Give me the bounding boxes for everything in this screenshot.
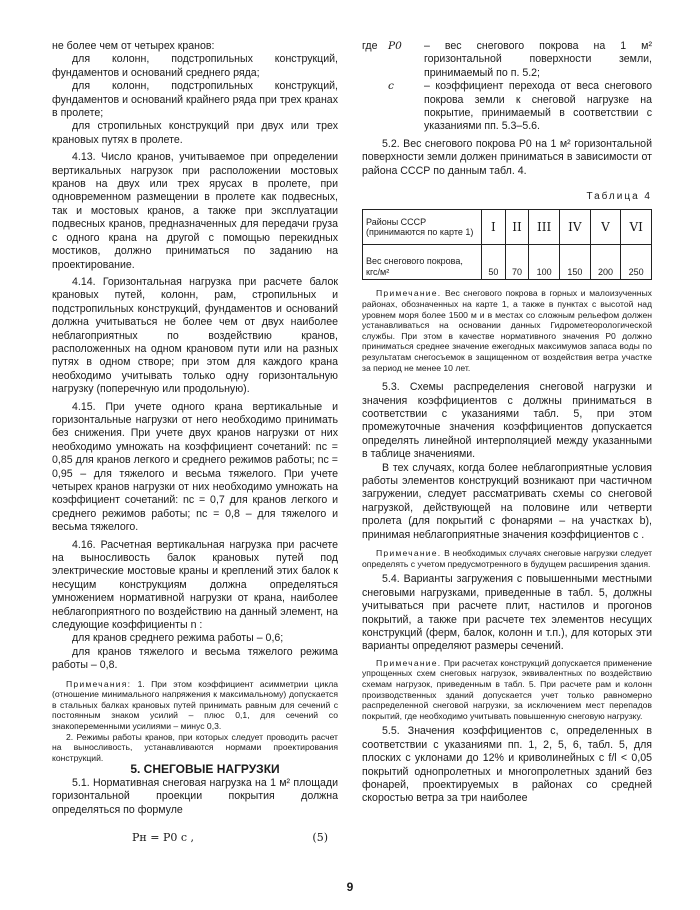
table-row	[363, 210, 652, 245]
table-cell: 250	[621, 245, 652, 280]
table-cell: IV	[560, 210, 591, 245]
table-cell: III	[529, 210, 560, 245]
symbol: c	[388, 80, 394, 93]
table-cell: 100	[529, 245, 560, 280]
formula	[52, 831, 338, 844]
definition-text: – вес снегового покрова на 1 м² горизонтальной поверхности земли, принимаемый по п. 5.2;	[424, 40, 652, 79]
formula-number: (5)	[312, 831, 328, 845]
table-cell: 200	[590, 245, 621, 280]
notes-block	[52, 679, 338, 764]
definition-row	[362, 80, 652, 134]
paragraph: для кранов среднего режима работы – 0,6;	[72, 632, 284, 645]
note-label: Примечание.	[376, 288, 442, 299]
clause-5-4: 5.4. Варианты загружения с повышенными местными снеговыми нагрузками, приведенные в табл. 5, должны учитываться при расчете плит, настилов и прогонов покрытий, а также при расчете тех элементов несущих конструкций (ферм, балок, колонн и т.п.), для которых эти варианты определяют размеры сечений.	[362, 573, 652, 653]
paragraph: для кранов тяжелого и весьма тяжелого режима работы – 0,8.	[52, 645, 338, 672]
table-cell: 50	[482, 245, 506, 280]
table-cell: Районы СССР (принимаются по карте 1)	[363, 210, 482, 245]
paragraph: для стропильных конструкций при двух или трех крановых путях в пролете.	[52, 120, 338, 146]
note-label: Примечание.	[376, 657, 442, 668]
left-column	[52, 40, 338, 844]
clause-5-5: 5.5. Значения коэффициентов c, определенных в соответствии с указаниями пп. 1, 2, 5, 6, табл. 5, для плоских с уклонами до 12% и криволинейных с f/l < 0,05 покрытий однопролетных и многопролетных зданий без фонарей, проектируемых в районах со средней скоростью ветра за три наиболее	[362, 725, 652, 805]
definition-text: – коэффициент перехода от веса снегового покрова земли к снеговой нагрузке на покрытие, принимаемый в соответствии с указаниями пп. 5.3–5.6.	[424, 80, 652, 133]
page-number: 9	[346, 880, 354, 894]
paragraph: для колонн, подстропильных конструкций, фундаментов и оснований среднего ряда;	[52, 53, 338, 79]
clause-5-1: 5.1. Нормативная снеговая нагрузка на 1 м² площади горизонтальной проекции покрытия должна определяться по формуле	[52, 776, 338, 816]
note-text: Вес снегового покрова в горных и малоизученных районах, обозначенных на карте 1, а также в пунктах с высотой над уровнем моря более 1500 м и в местах со сложным рельефом должен устанавливаться на основании данных Гидрометеорологической службы. При этом в качестве нормативного значения P0 должно приниматься среднее значение ежегодных максимумов запаса воды по результатам снегосъемок в защищенном от воздействия ветра участке за период не менее 10 лет.	[362, 288, 652, 373]
paragraph: В тех случаях, когда более неблагоприятные условия работы элементов конструкций возникают при частичном загружении, следует рассматривать схемы со снеговой нагрузкой, действующей на половине или четверти пролета (для покрытий с фонарями – на участках b), принимая неблагоприятные значения коэффициентов c .	[362, 461, 652, 541]
table-note	[362, 288, 652, 373]
where-label: где	[362, 40, 378, 52]
table-cell: VI	[621, 210, 652, 245]
right-column	[362, 40, 652, 806]
formula-expression: Pн = P0 c ,	[132, 831, 194, 845]
clause-4-13: 4.13. Число кранов, учитываемое при определении вертикальных нагрузок при расположении мостовых кранов на двух или трех ярусах в пролете, при одновременном размещении в пролете как подвесных, так и мостовых кранов, а также при эксплуатации подвесных кранов, предназначенных для передачи груза с одного крана на другой с помощью перекидных мостиков, должно приниматься по заданию на проектирование.	[52, 151, 338, 271]
table-cell: V	[590, 210, 621, 245]
table-cell: 150	[560, 245, 591, 280]
clause-4-15: 4.15. При учете одного крана вертикальные и горизонтальные нагрузки от него необходимо принимать без снижения. При учете двух кранов нагрузки от них необходимо умножать на коэффициент сочетаний: nc = 0,85 для кранов легкого и среднего режимов работы; nc = 0,95 – для тяжелого и весьма тяжелого. При учете четырех кранов нагрузки от них необходимо умножать на коэффициент сочетаний: nc = 0,7 для кранов легкого и среднего режимов работы; nc = 0,8 – для тяжелого и весьма тяжелого.	[52, 400, 338, 534]
definition-row	[362, 40, 652, 80]
clause-4-16: 4.16. Расчетная вертикальная нагрузка при расчете на выносливость балок крановых путей под электрические мостовые краны и креплений этих балок к несущим конструкциям должна определяться умножением нормативной нагрузки от крана, наиболее неблагоприятного по воздействию на данный элемент, на следующие коэффициенты n :	[52, 538, 338, 632]
section-heading: 5. СНЕГОВЫЕ НАГРУЗКИ	[130, 762, 280, 777]
snow-load-table	[362, 209, 652, 280]
note-text: При расчетах конструкций допускается применение упрощенных схем снеговых нагрузок, эквивалентных по воздействию схемам нагрузок, приведенным в табл. 5. При расчете рам и колонн производственных зданий допускается учет только равномерно распределенной снеговой нагрузки, за исключением мест перепадов покрытий, где необходимо учитывать повышенную снеговую нагрузку.	[362, 657, 652, 721]
symbol: P0	[388, 40, 402, 52]
note-block	[362, 548, 652, 569]
clause-5-3: 5.3. Схемы распределения снеговой нагрузки и значения коэффициентов c должны приниматься в соответствии с указаниями табл. 5, при этом промежуточные значения коэффициентов допускается определять линейной интерполяцией между указанными в таблице значениями.	[362, 381, 652, 461]
clause-4-14: 4.14. Горизонтальная нагрузка при расчете балок крановых путей, колонн, рам, стропильных и подстропильных конструкций, фундаментов и оснований должна учитываться не более чем от двух наиболее неблагоприятных по воздействию кранов, расположенных на одном крановом пути или на разных путях в одном створе; при этом для каждого крана необходимо учитывать только одну горизонтальную нагрузку (поперечную или продольную).	[52, 275, 338, 396]
note-block	[362, 658, 652, 722]
note-text: В необходимых случаях снеговые нагрузки следует определять с учетом предусмотренного в будущем расширения здания.	[362, 548, 653, 569]
note-label: Примечание.	[376, 548, 442, 559]
note-label: Примечания:	[66, 678, 132, 689]
table-cell: I	[482, 210, 506, 245]
paragraph: не более чем от четырех кранов:	[52, 40, 215, 52]
paragraph: для колонн, подстропильных конструкций, фундаментов и оснований крайнего ряда при трех кранах в пролете;	[52, 80, 338, 120]
note-text: 1. При этом коэффициент асимметрии цикла (отношение минимального напряжения к максимальному) допускается в стальных балках крановых путей принимать равным для сечений с постоянным знаком усилий – плюс 0,1, для сечений со знакопеременными усилиями – минус 0,3.	[52, 678, 339, 732]
clause-5-2: 5.2. Вес снегового покрова P0 на 1 м² горизонтальной поверхности земли должен приниматься в зависимости от района СССР по данным табл. 4.	[362, 137, 652, 177]
table-row	[363, 245, 652, 280]
table-caption: Таблица 4	[586, 191, 652, 203]
table-cell: Вес снегового покрова, кгс/м²	[363, 245, 482, 280]
table-cell: II	[505, 210, 529, 245]
table-cell: 70	[505, 245, 529, 280]
note-text: 2. Режимы работы кранов, при которых следует проводить расчет на выносливость, устанавливаются нормами проектирования конструкций.	[52, 731, 338, 763]
